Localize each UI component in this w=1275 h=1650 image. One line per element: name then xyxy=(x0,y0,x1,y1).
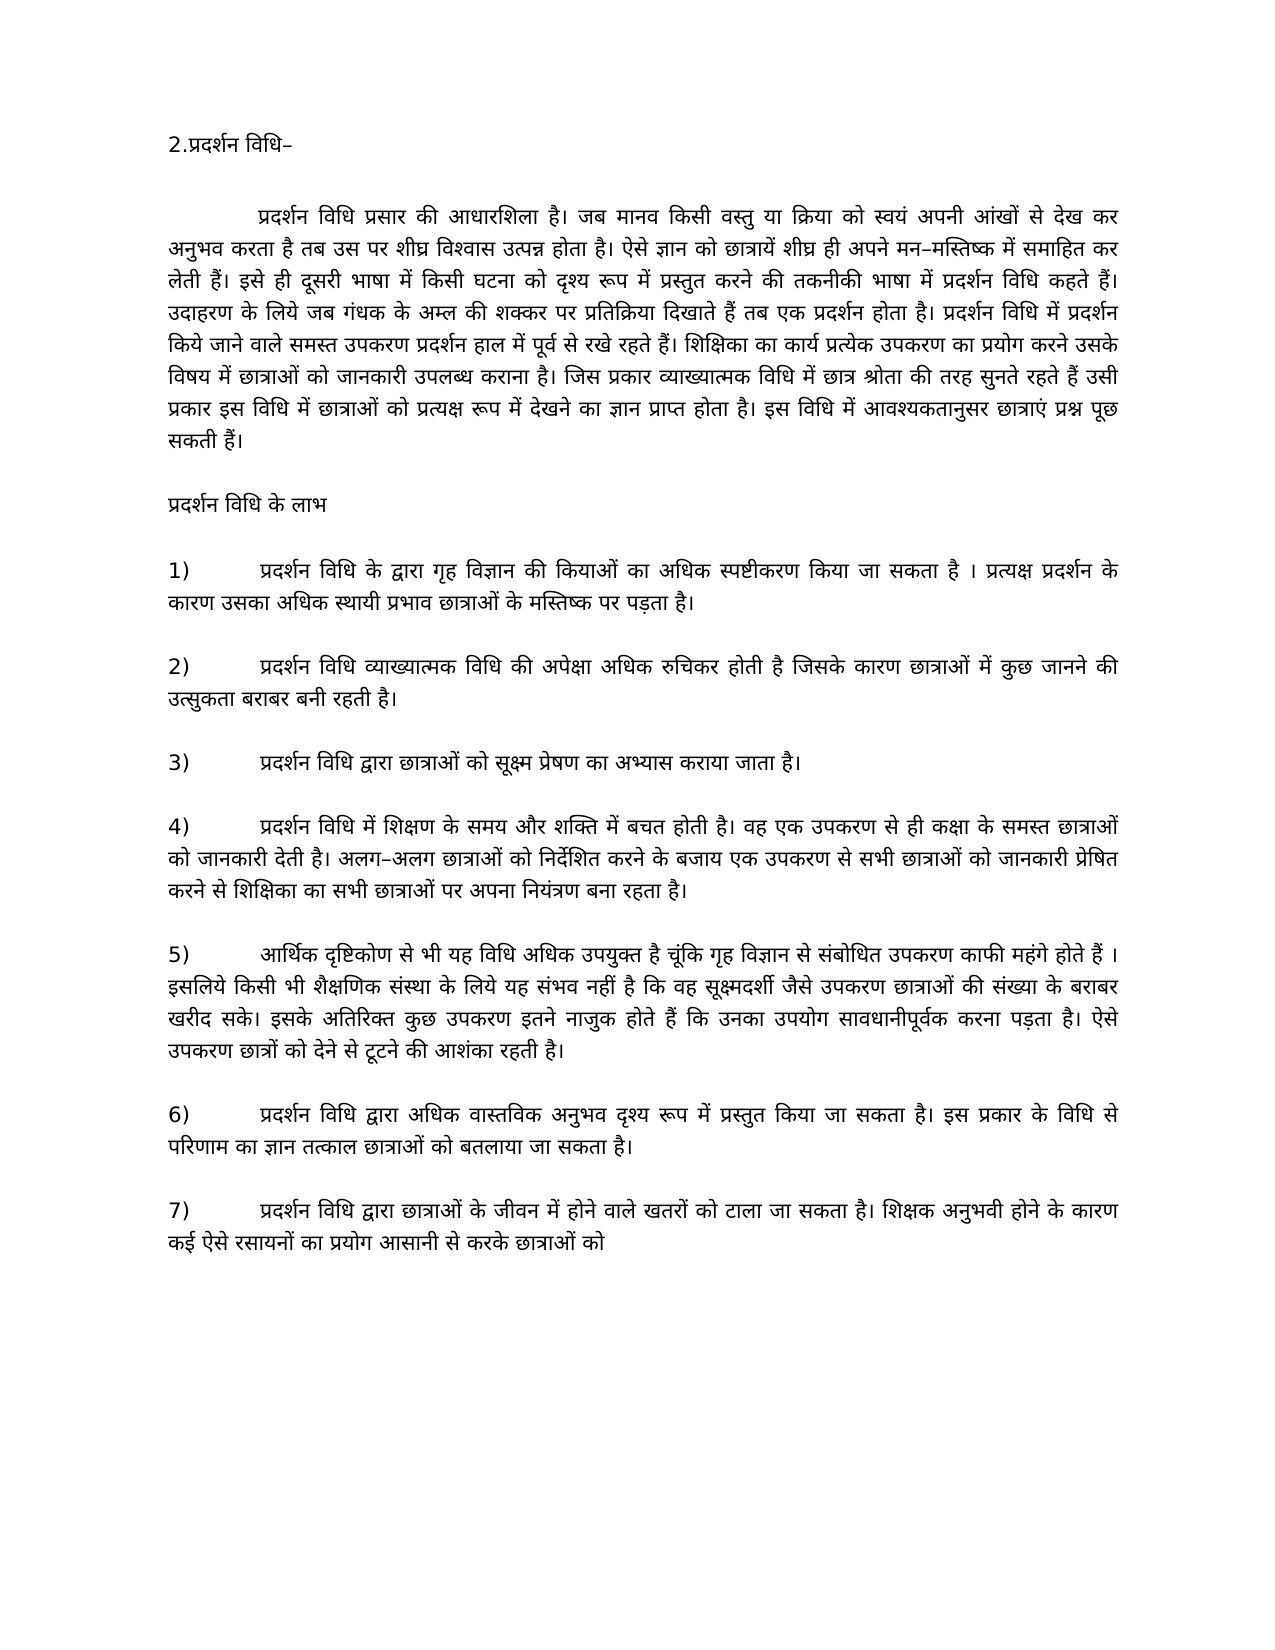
list-item-number: 5) xyxy=(168,943,191,968)
list-item xyxy=(168,748,1118,780)
list-item-number: 3) xyxy=(168,751,191,776)
list-item-number: 2) xyxy=(168,655,191,680)
intro-paragraph: प्रदर्शन विधि प्रसार की आधारशिला है। जब मानव किसी वस्तु या क्रिया को स्वयं अपनी आंखों से देख कर अनुभव करता है तब उस पर शीघ्र विश्वास उत्पन्न होता है। ऐसे ज्ञान को छात्रायें शीघ्र ही अपने मन–मस्तिष्क में समाहित कर लेती हैं। इसे ही दूसरी भाषा में किसी घटना को दृश्य रूप में प्रस्तुत करने की तकनीकी भाषा में प्रदर्शन विधि कहते हैं। उदाहरण के लिये जब गंधक के अम्ल की शक्कर पर प्रतिक्रिया दिखाते हैं तब एक प्रदर्शन होता है। प्रदर्शन विधि में प्रदर्शन किये जाने वाले समस्त उपकरण प्रदर्शन हाल में पूर्व से रखे रहते हैं। शिक्षिका का कार्य प्रत्येक उपकरण का प्रयोग करने उसके विषय में छात्राओं को जानकारी उपलब्ध कराना है। जिस प्रकार व्याख्यात्मक विधि में छात्र श्रोता की तरह सुनते रहते हैं उसी प्रकार इस विधि में छात्राओं को प्रत्यक्ष रूप में देखने का ज्ञान प्राप्त होता है। इस विधि में आवश्यकतानुसर छात्राएं प्रश्न पूछ सकती हैं। xyxy=(168,205,1118,454)
list-item xyxy=(168,652,1118,716)
list-item-text: प्रदर्शन विधि द्वारा छात्राओं को सूक्ष्म प्रेषण का अभ्यास कराया जाता है। xyxy=(260,751,802,776)
document-page xyxy=(168,130,1118,1292)
list-item-number: 6) xyxy=(168,1103,191,1128)
benefits-list xyxy=(168,556,1118,1260)
section-heading: 2.प्रदर्शन विधि– xyxy=(168,133,293,158)
list-item-text: प्रदर्शन विधि द्वारा छात्राओं के जीवन में होने वाले खतरों को टाला जा सकता है। शिक्षक अनुभवी होने के कारण कई ऐसे रसायनों का प्रयोग आसानी से करके छात्राओं को xyxy=(168,1199,1118,1256)
list-item xyxy=(168,1196,1118,1260)
benefits-heading: प्रदर्शन विधि के लाभ xyxy=(168,493,327,518)
list-item-text: प्रदर्शन विधि के द्वारा गृह विज्ञान की कियाओं का अधिक स्पष्टीकरण किया जा सकता है । प्रत्यक्ष प्रदर्शन के कारण उसका अधिक स्थायी प्रभाव छात्राओं के मस्तिष्क पर पड़ता है। xyxy=(168,559,1118,616)
list-item-number: 1) xyxy=(168,559,191,584)
list-item-text: प्रदर्शन विधि में शिक्षण के समय और शक्ति में बचत होती है। वह एक उपकरण से ही कक्षा के समस्त छात्राओं को जानकारी देती है। अलग–अलग छात्राओं को निर्देशित करने के बजाय एक उपकरण से सभी छात्राओं को जानकारी प्रेषित करने से शिक्षिका का सभी छात्राओं पर अपना नियंत्रण बना रहता है। xyxy=(168,815,1118,904)
list-item xyxy=(168,812,1118,908)
list-item-text: प्रदर्शन विधि व्याख्यात्मक विधि की अपेक्षा अधिक रुचिकर होती है जिसके कारण छात्राओं में कुछ जानने की उत्सुकता बराबर बनी रहती है। xyxy=(168,655,1118,712)
list-item-number: 7) xyxy=(168,1199,191,1224)
list-item-text: आर्थिक दृष्टिकोण से भी यह विधि अधिक उपयुक्त है चूंकि गृह विज्ञान से संबोधित उपकरण काफी महंगे होते हैं ।इसलिये किसी भी शैक्षणिक संस्था के लिये यह संभव नहीं है कि वह सूक्ष्मदर्शी जैसे उपकरण छात्राओं की संख्या के बराबर खरीद सके। इसके अतिरिक्त कुछ उपकरण इतने नाजुक होते हैं कि उनका उपयोग सावधानीपूर्वक करना पड़ता है। ऐसे उपकरण छात्रों को देने से टूटने की आशंका रहती है। xyxy=(168,943,1118,1064)
list-item xyxy=(168,556,1118,620)
list-item-text: प्रदर्शन विधि द्वारा अधिक वास्तविक अनुभव दृश्य रूप में प्रस्तुत किया जा सकता है। इस प्रकार के विधि से परिणाम का ज्ञान तत्काल छात्राओं को बतलाया जा सकता है। xyxy=(168,1103,1118,1160)
list-item xyxy=(168,940,1118,1068)
list-item xyxy=(168,1100,1118,1164)
list-item-number: 4) xyxy=(168,815,191,840)
